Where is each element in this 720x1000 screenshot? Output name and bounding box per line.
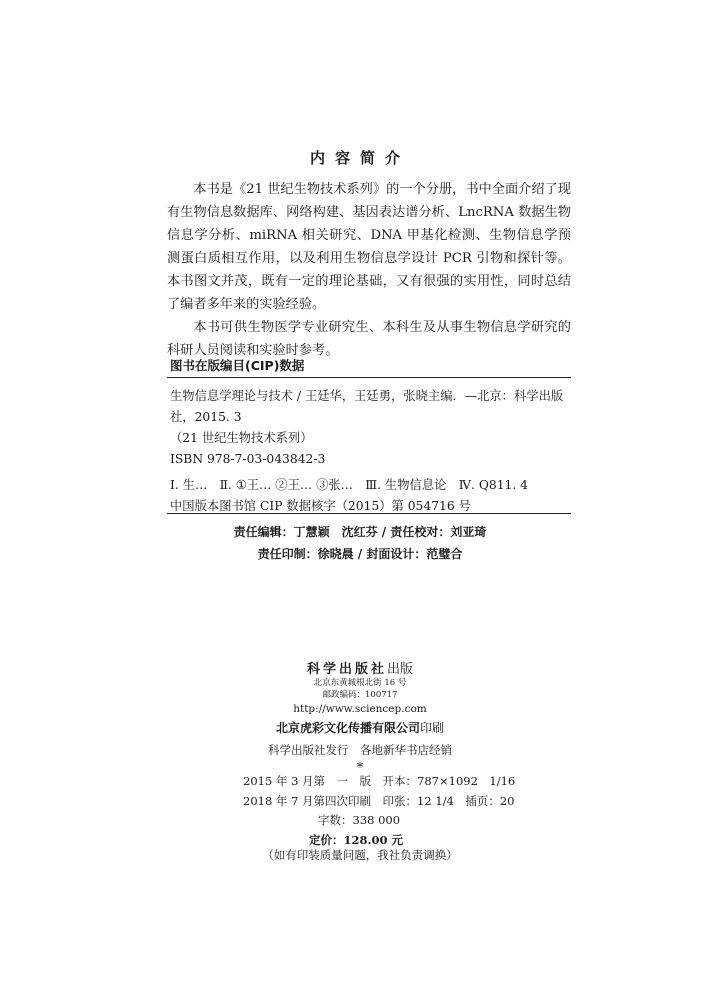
publisher-name-line xyxy=(0,658,720,677)
cip-series: （21 世纪生物技术系列） xyxy=(170,431,313,445)
separator-star: * xyxy=(357,760,363,774)
intro-paragraph-2: 本书可供生物医学专业研究生、本科生及从事生物信息学研究的科研人员阅读和实验时参考。 xyxy=(167,320,571,358)
intro-section xyxy=(167,178,571,362)
distribution-line: 科学出版社发行 各地新华书店经销 xyxy=(268,743,452,757)
printing-line: 2018 年 7 月第四次印刷 印张：12 1/4 插页：20 xyxy=(243,793,515,808)
cip-isbn: ISBN 978-7-03-043842-3 xyxy=(170,452,326,466)
publisher-postcode: 邮政编码：100717 xyxy=(322,690,398,700)
credits-production: 责任印制：徐晓晨 / 封面设计：范璧合 xyxy=(257,547,463,561)
cip-classification: Ⅰ. 生… Ⅱ. ①王… ②王… ③张… Ⅲ. 生物信息论 Ⅳ. Q811. 4 xyxy=(170,478,529,492)
cip-title-line: 生物信息学理论与技术 / 王廷华，王廷勇，张晓主编．—北京：科学出版社，2015. 3 xyxy=(170,389,564,424)
cip-label: 图书在版编目(CIP)数据 xyxy=(170,358,305,373)
intro-title: 内容简介 xyxy=(309,149,410,167)
credits xyxy=(0,521,720,565)
cip-record-number: 中国版本图书馆 CIP 数据核字（2015）第 054716 号 xyxy=(170,499,471,513)
print-specs xyxy=(243,772,515,850)
intro-paragraph-1: 本书是《21 世纪生物技术系列》的一个分册，书中全面介绍了现有生物信息数据库、网络构建、基因表达谱分析、LncRNA 数据生物信息学分析、miRNA 相关研究、DNA 甲基化检测、生物信息学预测蛋白质相互作用，以及利用生物信息学设计 PCR 引物和探针等。本书图文并茂，既有一定的理论基础，又有很强的实用性，同时总结了编者多年来的实验经验。 xyxy=(167,182,571,312)
cip-bottom-rule xyxy=(167,513,571,514)
publisher-address: 北京东黄城根北街 16 号 xyxy=(313,678,407,688)
cip-top-rule xyxy=(167,377,571,378)
printer-line xyxy=(0,717,720,739)
credits-editors: 责任编辑：丁慧颖 沈红芬 / 责任校对：刘亚琦 xyxy=(233,525,487,539)
edition-line: 2015 年 3 月第 一 版 开本：787×1092 1/16 xyxy=(243,774,516,788)
publisher-block xyxy=(0,658,720,773)
printer-name: 北京虎彩文化传播有限公司 xyxy=(275,721,420,735)
cip-block xyxy=(170,386,570,517)
publisher-name-suffix: 出版 xyxy=(387,662,414,677)
publisher-name: 科学出版社 xyxy=(306,662,387,677)
printer-suffix: 印刷 xyxy=(420,721,445,735)
replacement-note: （如有印装质量问题，我社负责调换） xyxy=(262,848,458,862)
word-count: 字数：338 000 xyxy=(318,813,401,827)
publisher-website: http://www.sciencep.com xyxy=(293,703,427,715)
price: 定价：128.00 元 xyxy=(309,832,404,847)
